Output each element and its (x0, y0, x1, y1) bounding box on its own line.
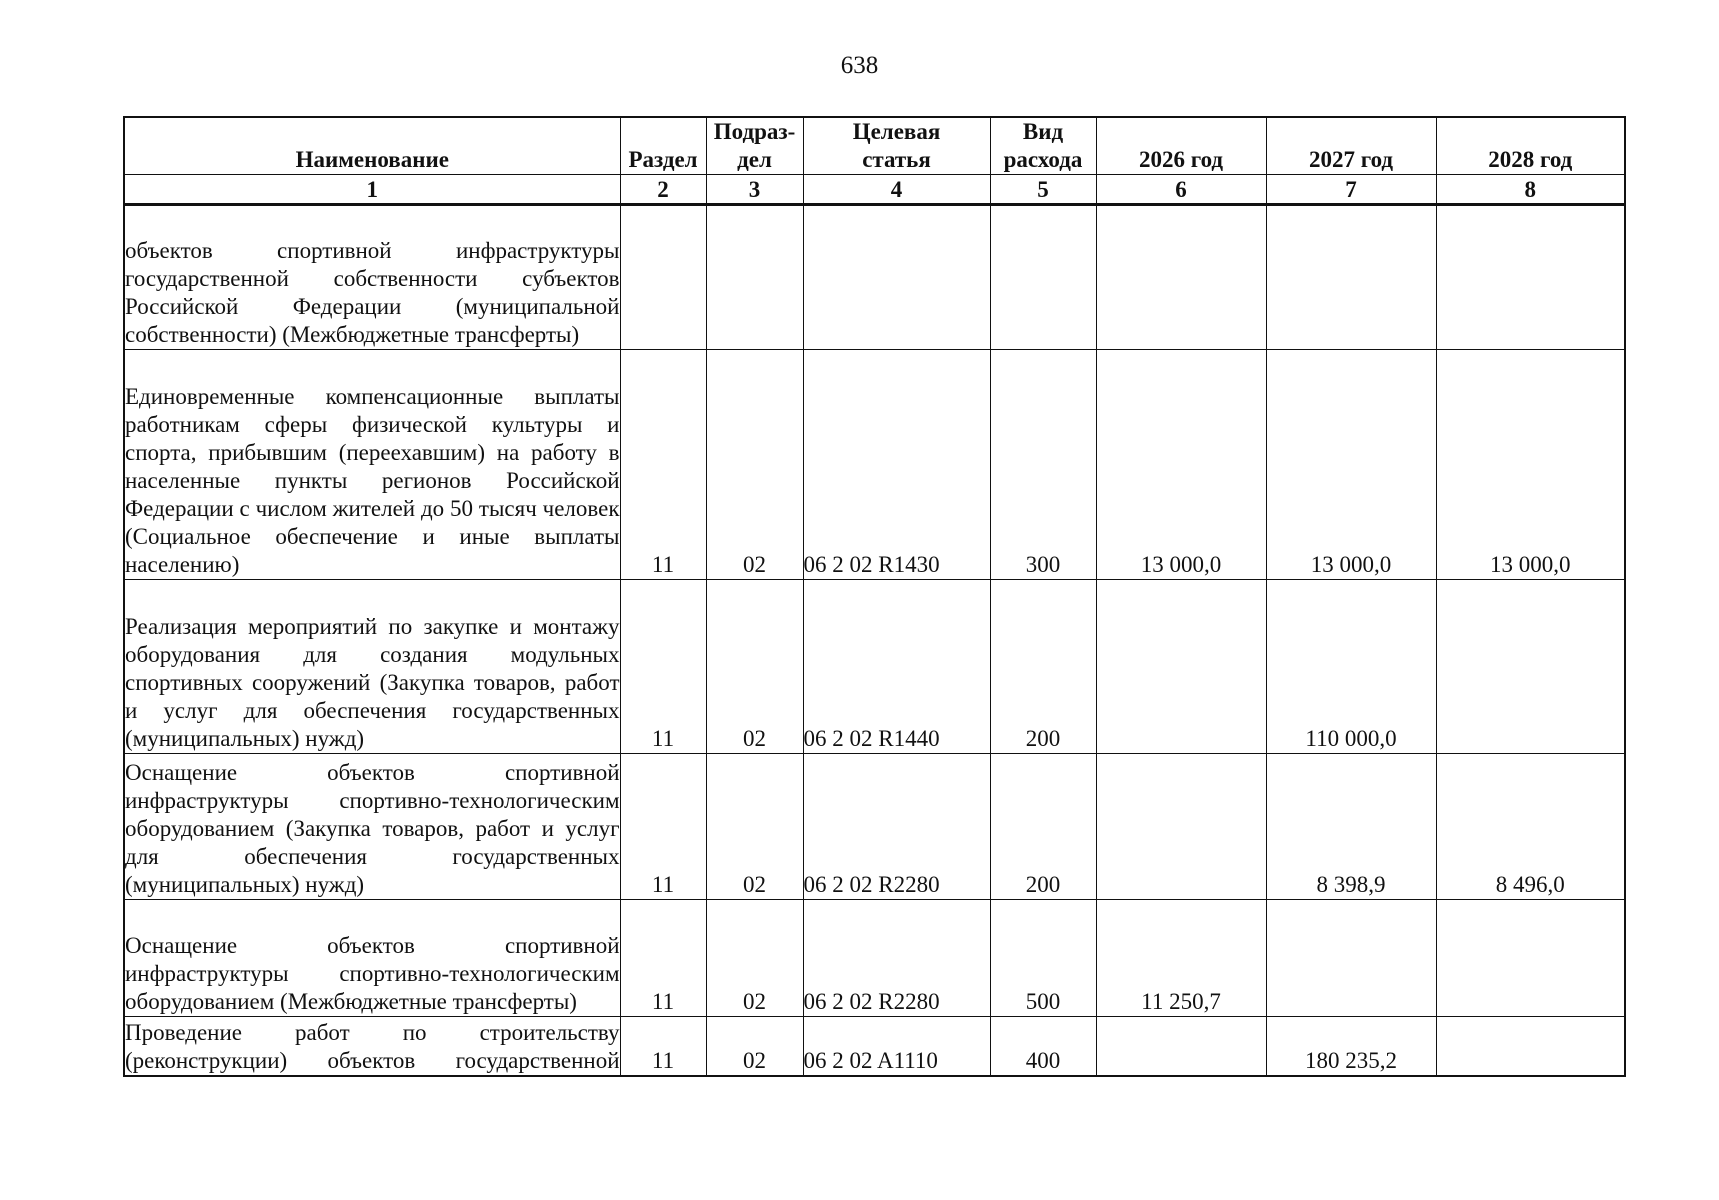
row-2026 (1096, 580, 1266, 754)
column-number-row (124, 175, 1625, 205)
row-razdel: 11 (620, 1017, 706, 1076)
row-podrazdel: 02 (706, 900, 803, 1017)
header-vid-line2: расхода (1003, 147, 1083, 172)
page-number: 638 (840, 52, 879, 79)
row-vid: 200 (990, 754, 1096, 900)
row-razdel: 11 (620, 350, 706, 580)
column-number: 3 (706, 175, 803, 205)
row-2028 (1436, 580, 1625, 754)
row-2026 (1096, 754, 1266, 900)
budget-table (123, 116, 1626, 1077)
row-name: Реализация мероприятий по закупке и монтажу оборудования для создания модульных спортивных сооружений (Закупка товаров, работ и услуг для обеспечения государственных (муниципальных) нужд) (124, 580, 620, 754)
row-vid: 400 (990, 1017, 1096, 1076)
row-name: Проведение работ по строительству (реконструкции) объектов государственной (124, 1017, 620, 1076)
row-name: Оснащение объектов спортивной инфраструктуры спортивно-технологическим оборудованием (Межбюджетные трансферты) (124, 900, 620, 1017)
row-2027 (1266, 900, 1436, 1017)
row-2026 (1096, 205, 1266, 350)
row-2027: 13 000,0 (1266, 350, 1436, 580)
header-2026: 2026 год (1096, 117, 1266, 175)
row-podrazdel: 02 (706, 580, 803, 754)
row-2027: 8 398,9 (1266, 754, 1436, 900)
row-podrazdel: 02 (706, 1017, 803, 1076)
column-number: 7 (1266, 175, 1436, 205)
row-podrazdel: 02 (706, 754, 803, 900)
row-celevaya (803, 205, 990, 350)
header-podrazdel-line1: Подраз- (713, 119, 796, 144)
column-number: 5 (990, 175, 1096, 205)
row-name: Оснащение объектов спортивной инфраструктуры спортивно-технологическим оборудованием (Закупка товаров, работ и услуг для обеспечения государственных (муниципальных) нужд) (124, 754, 620, 900)
column-number: 8 (1436, 175, 1625, 205)
row-2027: 110 000,0 (1266, 580, 1436, 754)
row-celevaya: 06 2 02 R2280 (803, 900, 990, 1017)
header-vid (990, 117, 1096, 175)
table-row (124, 1017, 1625, 1076)
row-celevaya: 06 2 02 A1110 (803, 1017, 990, 1076)
row-name: Единовременные компенсационные выплаты работникам сферы физической культуры и спорта, прибывшим (переехавшим) на работу в населенные пункты регионов Российской Федерации с числом жителей до 50 тысяч человек (Социальное обеспечение и иные выплаты населению) (124, 350, 620, 580)
header-row (124, 117, 1625, 175)
row-2028: 8 496,0 (1436, 754, 1625, 900)
table-row (124, 580, 1625, 754)
header-vid-line1: Вид (1022, 119, 1064, 144)
row-2027: 180 235,2 (1266, 1017, 1436, 1076)
row-celevaya: 06 2 02 R2280 (803, 754, 990, 900)
row-2027 (1266, 205, 1436, 350)
row-2028: 13 000,0 (1436, 350, 1625, 580)
table-row (124, 205, 1625, 350)
row-vid: 200 (990, 580, 1096, 754)
row-vid: 500 (990, 900, 1096, 1017)
header-celevaya-line2: статья (862, 147, 931, 172)
row-2026: 13 000,0 (1096, 350, 1266, 580)
row-celevaya: 06 2 02 R1440 (803, 580, 990, 754)
row-2026 (1096, 1017, 1266, 1076)
header-celevaya-line1: Целевая (852, 119, 941, 144)
row-podrazdel (706, 205, 803, 350)
table-row (124, 900, 1625, 1017)
header-razdel: Раздел (620, 117, 706, 175)
column-number: 2 (620, 175, 706, 205)
row-razdel: 11 (620, 754, 706, 900)
table-row (124, 754, 1625, 900)
row-vid: 300 (990, 350, 1096, 580)
header-podrazdel-line2: дел (737, 147, 772, 172)
row-2028 (1436, 205, 1625, 350)
row-2028 (1436, 1017, 1625, 1076)
header-2027: 2027 год (1266, 117, 1436, 175)
row-razdel (620, 205, 706, 350)
header-podrazdel (706, 117, 803, 175)
row-razdel: 11 (620, 900, 706, 1017)
row-name: объектов спортивной инфраструктуры государственной собственности субъектов Российской Федерации (муниципальной собственности) (Межбюджетные трансферты) (124, 205, 620, 350)
row-2028 (1436, 900, 1625, 1017)
table-row (124, 350, 1625, 580)
row-2026: 11 250,7 (1096, 900, 1266, 1017)
row-celevaya: 06 2 02 R1430 (803, 350, 990, 580)
row-razdel: 11 (620, 580, 706, 754)
header-celevaya (803, 117, 990, 175)
header-2028: 2028 год (1436, 117, 1625, 175)
column-number: 4 (803, 175, 990, 205)
column-number: 1 (124, 175, 620, 205)
row-podrazdel: 02 (706, 350, 803, 580)
header-name: Наименование (124, 117, 620, 175)
column-number: 6 (1096, 175, 1266, 205)
row-vid (990, 205, 1096, 350)
